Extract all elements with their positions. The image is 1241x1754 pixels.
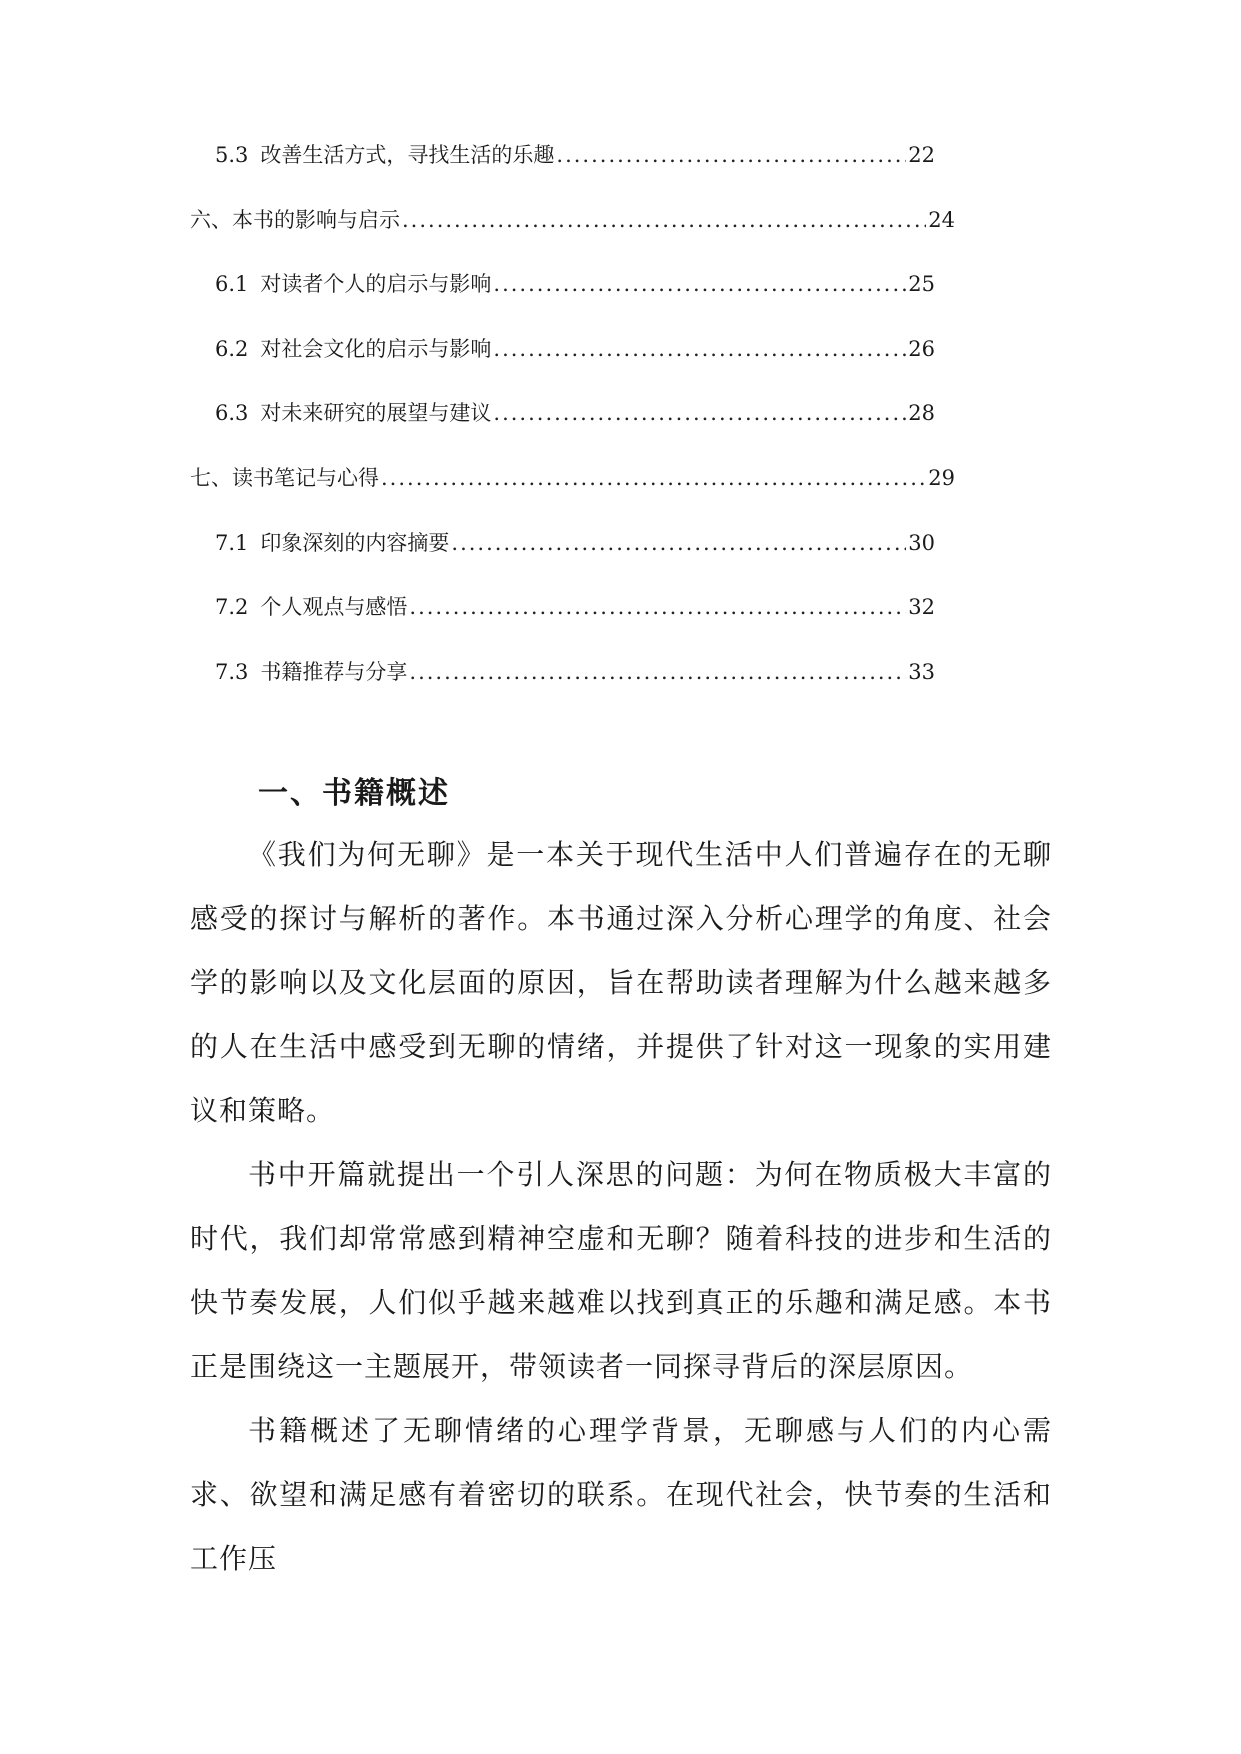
body-paragraph: 《我们为何无聊》是一本关于现代生活中人们普遍存在的无聊感受的探讨与解析的著作。本书通过深入分析心理学的角度、社会学的影响以及文化层面的原因，旨在帮助读者理解为什么越来越多的人在生活中感受到无聊的情绪，并提供了针对这一现象的实用建议和策略。	[190, 838, 1052, 1127]
toc-entry-title: 改善生活方式，寻找生活的乐趣	[260, 143, 555, 167]
section-heading: 一、书籍概述	[258, 776, 450, 811]
toc-leader-dots	[409, 657, 906, 687]
toc-entry-page: 25	[908, 272, 935, 297]
toc-entry-number: 6.2	[215, 336, 249, 361]
body-paragraph: 书籍概述了无聊情绪的心理学背景，无聊感与人们的内心需求、欲望和满足感有着密切的联系。在现代社会，快节奏的生活和工作压	[190, 1414, 1052, 1575]
toc-entry-number: 7.1	[215, 530, 249, 555]
toc-entry-number: 7.3	[215, 659, 249, 684]
toc-entry-number: 7.2	[215, 595, 249, 620]
toc-leader-dots	[493, 269, 906, 299]
toc-entry[interactable]	[190, 592, 935, 657]
toc-leader-dots	[402, 205, 926, 235]
toc-entry-page: 32	[908, 595, 935, 620]
toc-entry[interactable]	[190, 334, 935, 399]
toc-entry-title: 个人观点与感悟	[260, 595, 408, 620]
toc-entry[interactable]	[190, 140, 935, 205]
toc-leader-dots	[409, 592, 906, 622]
toc-entry-number: 6.1	[215, 272, 249, 297]
toc-entry-title: 对读者个人的启示与影响	[260, 272, 492, 297]
toc-entry-title: 六、本书的影响与启示	[190, 207, 400, 232]
toc-entry-title: 书籍推荐与分享	[260, 659, 408, 684]
toc-entry-title: 七、读书笔记与心得	[190, 465, 379, 490]
toc-entry-page: 29	[928, 465, 955, 490]
toc-entry-page: 24	[928, 207, 955, 232]
body-paragraph: 书中开篇就提出一个引人深思的问题：为何在物质极大丰富的时代，我们却常常感到精神空虚和无聊？随着科技的进步和生活的快节奏发展，人们似乎越来越难以找到真正的乐趣和满足感。本书正是围绕这一主题展开，带领读者一同探寻背后的深层原因。	[190, 1158, 1052, 1383]
toc-entry-page: 30	[908, 530, 935, 555]
toc-leader-dots	[556, 140, 906, 170]
toc-entry-page: 26	[908, 336, 935, 361]
section-body	[190, 823, 1052, 1591]
toc-leader-dots	[381, 463, 926, 493]
toc-entry-title: 对社会文化的启示与影响	[260, 336, 492, 361]
toc-entry[interactable]	[190, 463, 955, 528]
toc-entry[interactable]	[190, 657, 935, 722]
toc-entry-page: 28	[908, 401, 935, 426]
toc-leader-dots	[493, 334, 906, 364]
toc-entry[interactable]	[190, 528, 935, 593]
toc-leader-dots	[451, 528, 906, 558]
toc-entry[interactable]	[190, 269, 935, 334]
toc-leader-dots	[493, 398, 906, 428]
toc-entry-number: 5.3	[215, 143, 249, 167]
toc-entry-title: 印象深刻的内容摘要	[260, 530, 450, 555]
toc-entry-number: 6.3	[215, 401, 249, 426]
toc-entry-page: 22	[908, 143, 935, 167]
toc-entry[interactable]	[190, 205, 955, 270]
toc-entry-title: 对未来研究的展望与建议	[260, 401, 492, 426]
table-of-contents	[190, 140, 960, 721]
toc-entry[interactable]	[190, 398, 935, 463]
toc-entry-page: 33	[908, 659, 935, 684]
